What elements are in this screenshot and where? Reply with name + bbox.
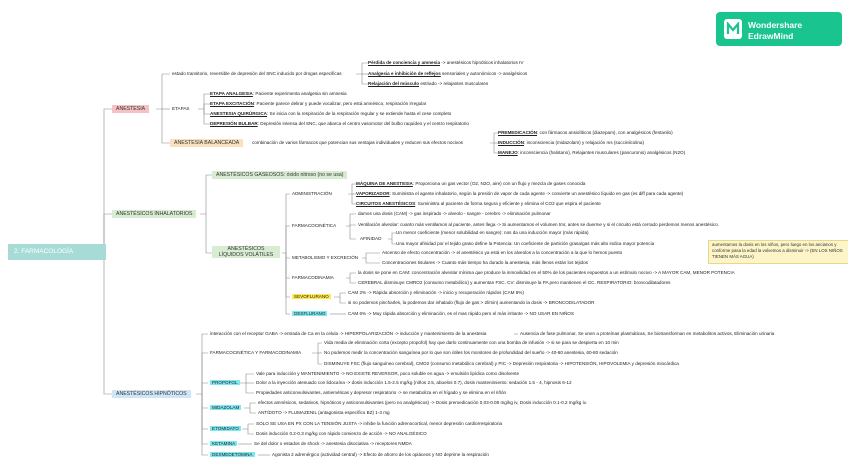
- propofol-item-2: Dolor a la inyección atenuado con lidocaína -> dosis inducción 1.5-2.5 mg/kg (niños 2.5, abuelos 0.7), dosis mantenimiento: sedación 1.5 - 4, hipnosis 6-12: [256, 380, 572, 385]
- sevoflurano-node[interactable]: SEVOFLURANO: [294, 294, 329, 299]
- admin-item-3: CIRCUITOS ANESTÉSICOS: Suministra al paciente de forma segura y eficiente y elimina el CO2 que espira el paciente: [356, 201, 601, 206]
- midaz-item-1: efectos amnésicos, sedativos, hipnóticos y anticonvulsivantes (pero no analgésicos) -> Dosis premedicación 0.03-0.08 mg/kg iv, Dosis inducción 0.1-0.2 mg/kg iv.: [258, 400, 587, 405]
- sevo-item-2: si no podemos pincharles, la podemos dar inhalado (flujo de gas > 2l/min) aumentando la dosis -> BRONCODILATADOR: [348, 300, 595, 305]
- note-ancianos-ninos: aumentamos la dosis en los niños, pero luego en los ancianos y conforme pasa la edad la volvemos a disminuir -> (EN LOS NIÑOS TIENEN MÁS AGUA): [708, 240, 848, 264]
- brand-line-1: Wondershare: [748, 20, 803, 30]
- desflurano-text: CAM 6% -> Muy rápida absorción y eliminación, es el mas rápido pero el más irritante -> NO USAR EN NIÑOS: [348, 311, 574, 316]
- fcfd-item-2: No podemos medir la concentración sanguínea por lo que son útiles los monitores de profundidad del sueño -> 40-60 anestesia, 60-80 sedación: [324, 350, 618, 355]
- metab-item-1: Ascenso de efecto concentración -> el anestésico ya está en los alveolos a la concentración a la que lo hemos puesto: [382, 250, 623, 255]
- fc-item-2: Ventilación alveolar: cuanto más ventilamos al paciente, antes llega -> Si aumentamos el volumen tmr, antes se duerme y si el circuito está cerrado perdemos menos anestésico.: [358, 222, 719, 227]
- edrawmind-logo-icon: [724, 19, 742, 39]
- dexmedetomina-text: Agonista 2 adrenérgico (actividad central) -> Efecto de ahorro de los opiáceos y NO deprime la respiración: [272, 452, 489, 457]
- fc-item-1: damos una dosis (CAM) -> gas inspirado -> alveolo - sangre - cerebro -> eliminación pulmonar: [358, 211, 551, 216]
- propofol-node[interactable]: PROPOFOL: [212, 380, 238, 385]
- def-item-2: Analgesia e inhibición de reflejos sensoriales y autonómicos -> analgésicos: [368, 71, 528, 76]
- balanceada-item-2: INDUCCIÓN: inconsciencia (midazolam) y relajación ms (succinilcolina): [498, 140, 645, 145]
- anestesia-definition: estado transitorio, reversible de depresión del SNC inducido por drogas especificas: [172, 71, 342, 76]
- propofol-item-1: Vale para inducción y MANTENIMIENTO -> NO EXISTE REVERSOR, poco soluble en agua -> emulsión lipídica como disolvente: [256, 371, 520, 376]
- etom-item-1: SOLO SE USA EN PX CON LA TENSIÓN JUSTA -> inhibe la función adrenocortical, menor depresión cardiorrespiratoria: [256, 421, 503, 426]
- balanceada-text: combinación de varios fármacos que potencian sus ventajas individuales y reducen sus efectos nocivos: [252, 140, 463, 145]
- afinidad-item-2: Una mayor afinidad por el tejido graso define la Potencia: Un coeficiente de partición grasa/gas más alto indica mayor potencia: [396, 241, 655, 246]
- balanceada-item-1: PREMEDICACIÓN: con fármacos ansiolíticos (diazepam), con analgésicos (fentanilo): [498, 130, 673, 135]
- dexmedetomina-node[interactable]: DEXMEDETOMINA: [212, 452, 253, 457]
- farmacocinetica-node[interactable]: FARMACOCINÉTICA: [292, 223, 337, 228]
- etapa-4: DEPRESIÓN BULBAR: Depresión intensa del SNC, que abarca el centro vasomotor del bulbo raquídeo y el centro respiratorio: [210, 121, 469, 126]
- gaseosos-node[interactable]: ANESTÉSICOS GASEOSOS: óxido nitroso (no se usa): [212, 171, 347, 179]
- desflurano-node[interactable]: DESFLURANO: [294, 311, 326, 316]
- ketamina-node[interactable]: KETAMINA: [212, 441, 236, 446]
- admin-item-1: MÁQUINA DE ANESTESIA: Proporciona un gas vector (O2, N2O, aire) con un flujo y mezcla de gases conocida: [356, 181, 586, 186]
- anestesia-node[interactable]: ANESTESIA: [112, 105, 149, 113]
- edrawmind-logo: [716, 12, 842, 46]
- anestesia-balanceada-node[interactable]: ANESTESIA BALANCEADA: [170, 139, 243, 147]
- brand-line-2: EdrawMind: [748, 31, 794, 41]
- def-item-3: Relajación del músculo estriado -> relajantes musculares: [368, 81, 489, 86]
- midazolam-node[interactable]: MIDAZOLAM: [212, 405, 240, 410]
- etom-item-2: Dosis inducción 0.2-0.3 mg/kg con rápido comienzo de acción -> NO ANALGÉSICO: [256, 431, 427, 436]
- afinidad-item-1: Un menor coeficiente (menor solubilidad en sangre): nos da una inducción mayor (más rápida): [396, 230, 589, 235]
- root-node[interactable]: 2. FARMACOLOGÍA: [8, 244, 106, 260]
- fcfd-item-1: Vida media de eliminación corta (excepto propofol) hay que darlo continuamente con una bomba de infusión -> si se para se despierta en 10 min: [324, 340, 619, 345]
- fc-fd-node[interactable]: FARMACOCINÉTICA Y FARMACODINAMIA: [210, 350, 302, 355]
- etomidato-node[interactable]: ETOMIDATO: [212, 426, 239, 431]
- admin-item-2: VAPORIZADOR: Suministra el agente inhalatorio, según la presión de vapor de cada agente -> convierte un anestésico líquido en gas (es diff para cada agente): [356, 191, 684, 196]
- propofol-item-3: Propiedades anticonvulsivantes, antieméticas y depresor respiratorio -> se metaboliza en el hígado y se elimina en el riñón: [256, 390, 507, 395]
- def-item-1: Pérdida de conciencia y amnesia -> anestésicos hipnóticos inhalatorios IV: [368, 60, 524, 65]
- fcfd-item-3: DISMINUYE FSC (flujo sanguíneo cerebral), CMO2 (consumo metabólico cerebral) y PIC -> Depresión respiratoria -> HIPOTENSIÓN, HIPOVOLEMIA y depresión miocárdica: [324, 361, 679, 366]
- sevo-item-1: CAM 2% -> Rápida absorción y eliminación -> inicio y recuperación rápidos (CAM 8%): [348, 290, 524, 295]
- etapa-3: ANESTESIA QUIRÚRGICA: Se inicia con la respiración de la respiración regular y se extiende hasta el cese completo: [210, 111, 452, 116]
- fd-item-1: la dosis se pone en CAM: concentración alveolar mínima que produce la inmovilidad en el 50% de los pacientes expuestos a un estímulo nocivo -> A MAYOR CAM, MENOR POTENCIA: [358, 270, 735, 275]
- gaba-text: interacción con el receptor GABA -> entrada de Ca en la celula -> HIPERPOLARIZACIÓN -> inducción y mantenimiento de la anestesia: [210, 331, 487, 336]
- metabolismo-node[interactable]: METABOLISMO Y EXCRECIÓN: [292, 255, 359, 260]
- ketamina-text: Se del dolor o estados de shock -> anestesia disociativa -> receptores NMDA: [254, 441, 412, 446]
- metab-item-2: Concentraciones tisulares -> Cuanto más tiempo ha durado la anestesia, más llenos están los tejidos: [382, 260, 588, 265]
- afinidad-node[interactable]: AFINIDAD: [360, 236, 382, 241]
- administracion-node[interactable]: ADMINISTRACIÓN: [292, 191, 332, 196]
- inhalatorios-node[interactable]: ANESTÉSICOS INHALATORIOS: [112, 210, 196, 218]
- gaba-side-text: Ausencia de fase pulmonar, Se unen a proteínas plasmáticas, Se biotransforman en metabolitos activos, Eliminación urinaria: [520, 331, 775, 336]
- etapa-2: ETAPA EXCITACIÓN: Paciente parece delirar y puede vocalizar, pero está amnésico, respiración irregular: [210, 101, 427, 106]
- liquidos-node[interactable]: ANESTÉSICOS LÍQUIDOS VOLÁTILES: [212, 246, 280, 258]
- farmacodinamia-node[interactable]: FARMACODINAMIA: [292, 275, 334, 280]
- hipnoticos-node[interactable]: ANESTÉSICOS HIPNÓTICOS: [112, 390, 191, 398]
- midaz-item-2: ANTÍDOTO -> FLUMAZENIL (antagonista específico BZ) 1-3 mg: [258, 410, 390, 415]
- etapas-node[interactable]: ETAPAS: [172, 106, 190, 111]
- fd-item-2: CEREBRAL disminuye CMRO2 (consumo metabólico) y aumentan FSC. CV: disminuye la PA pero mantienen el GC. RESPIRATORIO: broncodilatadores: [358, 280, 671, 285]
- balanceada-item-3: MANEJO: inconsciencia (halotano), Relajantes musculares (pancuronio) analgésicos (N2O): [498, 150, 686, 155]
- etapa-1: ETAPA ANALGESIA: Paciente experimenta analgesia sin amnesia: [210, 91, 347, 96]
